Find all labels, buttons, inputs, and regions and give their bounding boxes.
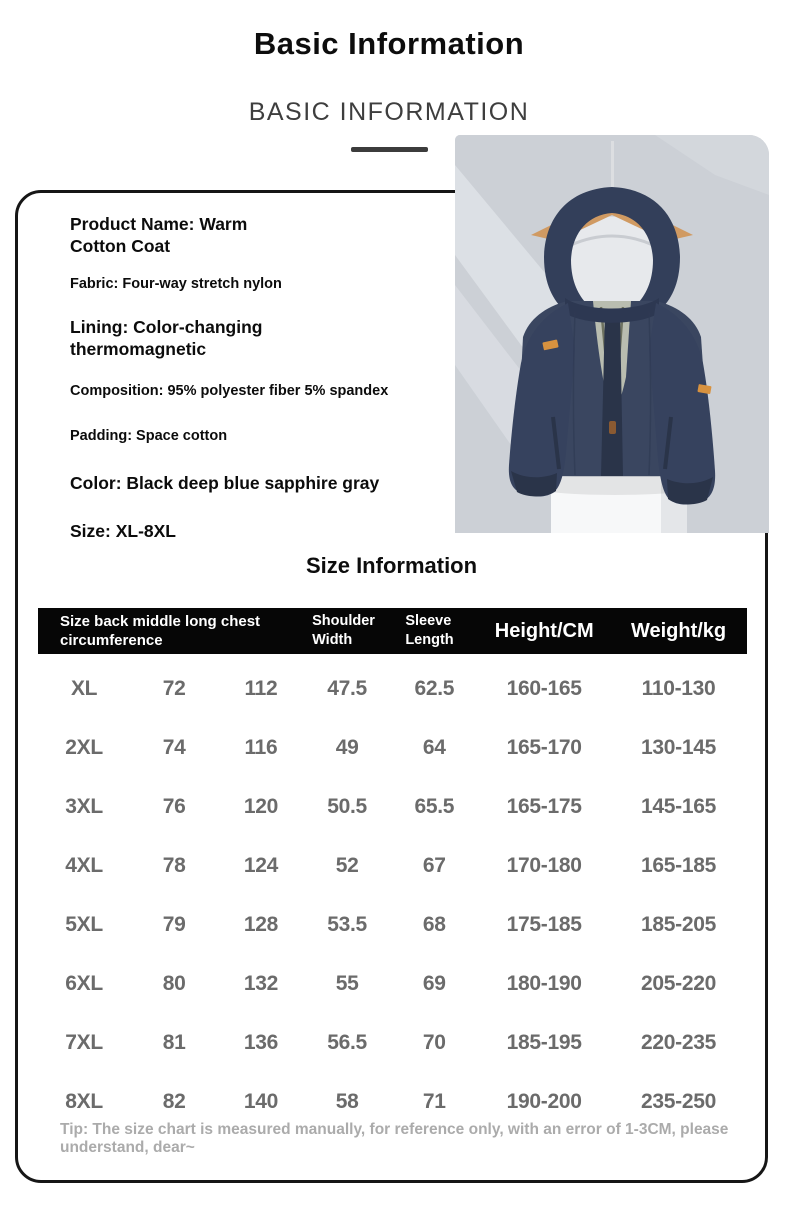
table-cell: 72 — [162, 676, 186, 700]
table-row — [38, 895, 747, 954]
table-cell: 128 — [243, 912, 279, 936]
table-cell: 124 — [243, 853, 279, 877]
page-subtitle: BASIC INFORMATION — [248, 98, 530, 126]
table-cell: 160-165 — [506, 676, 582, 700]
table-cell: 49 — [335, 735, 359, 759]
column-header-shoulder-width: Shoulder Width — [312, 613, 375, 648]
table-cell: 67 — [422, 853, 446, 877]
table-cell: 5XL — [65, 912, 103, 936]
table-cell: 110-130 — [641, 676, 716, 700]
table-cell: 52 — [335, 853, 359, 877]
table-cell: 58 — [335, 1089, 359, 1113]
column-header-size-back-chest: Size back middle long chest circumference — [60, 613, 261, 649]
table-cell: 190-200 — [506, 1089, 582, 1113]
spec-product-name-line1: Product Name: Warm — [70, 214, 248, 234]
table-cell: 82 — [162, 1089, 186, 1113]
table-cell: 116 — [244, 735, 278, 759]
table-cell: 79 — [162, 912, 186, 936]
table-cell: 53.5 — [327, 912, 367, 936]
spec-composition: Composition: 95% polyester fiber 5% spandex — [70, 383, 389, 399]
table-cell: 170-180 — [506, 853, 582, 877]
table-row — [38, 718, 747, 777]
table-cell: 120 — [243, 794, 279, 818]
table-cell: 185-195 — [506, 1030, 582, 1054]
table-cell: 130-145 — [641, 735, 716, 759]
table-cell: 140 — [243, 1089, 279, 1113]
column-header-sleeve-length: Sleeve Length — [405, 613, 454, 648]
table-cell: 165-170 — [506, 735, 582, 759]
table-row — [38, 659, 747, 718]
table-cell: 50.5 — [327, 794, 367, 818]
spec-lining-line2: thermomagnetic — [70, 339, 207, 359]
table-cell: 205-220 — [641, 971, 716, 995]
table-cell: 74 — [162, 735, 186, 759]
table-cell: 81 — [162, 1030, 186, 1054]
column-header-weight: Weight/kg — [630, 619, 727, 642]
table-cell: 235-250 — [641, 1089, 716, 1113]
table-cell: 145-165 — [641, 794, 716, 818]
spec-color: Color: Black deep blue sapphire gray — [70, 473, 380, 493]
table-cell: 64 — [422, 735, 446, 759]
spec-padding: Padding: Space cotton — [70, 428, 228, 444]
table-cell: 69 — [422, 971, 446, 995]
table-cell: 78 — [162, 853, 186, 877]
spec-fabric: Fabric: Four-way stretch nylon — [70, 276, 282, 292]
table-cell: 56.5 — [327, 1030, 367, 1054]
spec-lining-line1: Lining: Color-changing — [70, 317, 263, 337]
size-table-header — [38, 608, 747, 654]
table-cell: 180-190 — [506, 971, 582, 995]
table-cell: 175-185 — [506, 912, 582, 936]
product-spec-list — [70, 213, 410, 542]
table-row — [38, 836, 747, 895]
size-table-body — [38, 659, 747, 1131]
table-row — [38, 1013, 747, 1072]
table-cell: 80 — [162, 971, 186, 995]
size-chart-tip: Tip: The size chart is measured manually, for reference only, with an error of 1-3CM, please understand, dear~ — [60, 1121, 729, 1156]
table-cell: XL — [70, 676, 98, 700]
table-cell: 3XL — [65, 794, 103, 818]
column-header-height: Height/CM — [494, 619, 594, 642]
size-section-title: Size Information — [305, 553, 478, 578]
table-cell: 68 — [422, 912, 446, 936]
table-cell: 7XL — [65, 1030, 103, 1054]
product-photo — [455, 135, 769, 533]
table-cell: 165-175 — [506, 794, 582, 818]
page-header — [0, 0, 778, 152]
table-cell: 6XL — [65, 971, 103, 995]
table-cell: 62.5 — [414, 676, 455, 700]
table-cell: 132 — [243, 971, 279, 995]
table-cell: 165-185 — [641, 853, 716, 877]
table-cell: 136 — [243, 1030, 279, 1054]
table-cell: 55 — [335, 971, 359, 995]
spec-size-range: Size: XL-8XL — [70, 521, 176, 541]
table-cell: 8XL — [65, 1089, 103, 1113]
table-cell: 47.5 — [327, 676, 367, 700]
table-cell: 220-235 — [641, 1030, 716, 1054]
table-cell: 2XL — [65, 735, 103, 759]
jacket-on-hanger-illustration — [455, 135, 769, 533]
table-cell: 65.5 — [414, 794, 455, 818]
table-row — [38, 954, 747, 1013]
table-cell: 185-205 — [641, 912, 716, 936]
table-row — [38, 777, 747, 836]
table-cell: 76 — [162, 794, 186, 818]
spec-product-name-line2: Cotton Coat — [70, 236, 171, 256]
title-underline-decoration — [351, 147, 428, 152]
page-title: Basic Information — [253, 26, 525, 61]
table-cell: 112 — [244, 676, 278, 700]
table-cell: 70 — [422, 1030, 446, 1054]
table-cell: 4XL — [65, 853, 103, 877]
table-cell: 71 — [422, 1089, 446, 1113]
